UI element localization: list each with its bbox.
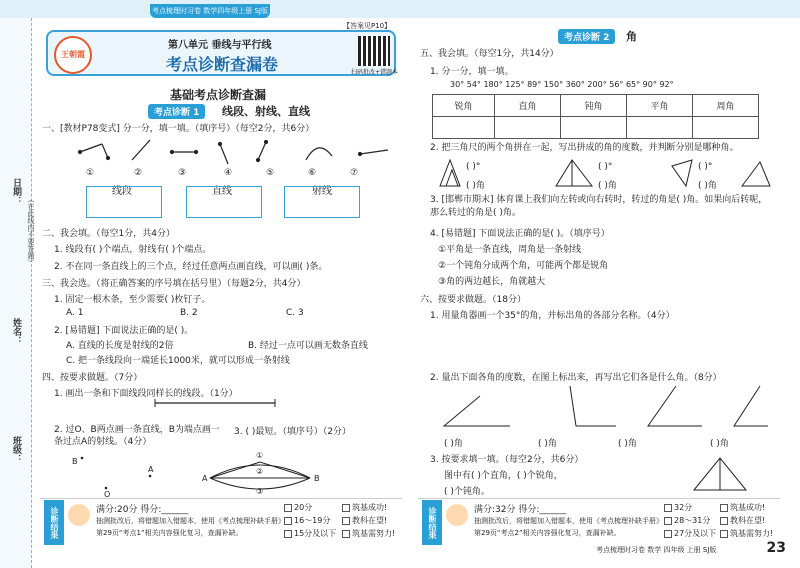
table-cell-obtuse[interactable] [561,117,627,139]
angle-list: 30° 54° 180° 125° 89° 150° 360° 200° 56° 65° 90° 92° [450,80,674,89]
page-number: 23 [766,540,786,556]
fig-d-type: ( )角 [710,439,729,449]
box-label-line: 直线 [212,186,232,197]
fig-1: ① [86,168,95,178]
left-desc-1: 抽测批改后，将错题加入错题本，使用《考点梳理补缺手册》 [96,517,285,525]
logo: 王朝霞 [54,36,92,74]
fig-c-type: ( )角 [618,439,637,449]
left-desc-2: 第29页“考点1”相关内容强化复习，查漏补缺。 [96,529,243,537]
fig-b-type: ( )角 [538,439,557,449]
q4-3: 3. ( )最短。（填序号）（2分） [234,427,352,437]
q3-1-opt-a: A. 1 [66,308,84,318]
q5-3: 3. [邯郸市期末] 体育课上我们向左转或向右转时，转过的角是( )角。如果向后转呢，那么转过的角是( )角。 [430,195,768,218]
section-1-title: 线段、射线、直线 [222,105,310,118]
q5-1: 1. 分一分，填一填。 [430,67,514,77]
fig-4: ④ [224,168,233,178]
table-cell-right[interactable] [495,117,561,139]
svg-text:B: B [314,474,320,483]
tri2-deg: ( )° [598,162,613,172]
q4-title: 四、按要求做题。（7分） [42,373,143,383]
right-footer-tag: 诊断结果 [422,500,442,545]
fig-5: ⑤ [266,168,275,178]
box-label-ray: 射线 [312,186,332,197]
top-strip [0,0,800,18]
right-status-1[interactable]: 筑基成功! [720,502,765,513]
top-band: 考点梳理时习卷 数学四年级上册 SJ版 [150,4,270,18]
svg-text:O: O [104,490,111,498]
q2-1: 1. 线段有( )个端点，射线有( )个端点。 [54,245,212,255]
table-cell-straight[interactable] [627,117,693,139]
right-status-3[interactable]: 筑基需努力! [720,528,773,539]
answer-box-segment[interactable] [86,186,162,218]
page-header [46,30,399,76]
q3-1-opt-b: B. 2 [180,308,198,318]
table-head-right: 直角 [495,95,561,117]
left-range-1[interactable]: 20分 [284,502,312,513]
tri3-type: ( )角 [698,181,717,191]
answer-box-ray[interactable] [284,186,360,218]
right-score: 满分:32分 得分:______ [474,505,567,515]
given-segment [150,398,280,408]
q6-3a: 图中有( )个直角，( )个锐角， [444,471,563,481]
q3-2: 2. [易错题] 下面说法正确的是( )。 [54,326,194,336]
answer-box-line[interactable] [186,186,262,218]
q5-4-1: ①平角是一条直线，周角是一条射线 [438,245,582,255]
right-desc-1: 抽测批改后，将错题加入错题本，使用《考点梳理补缺手册》 [474,517,663,525]
q5-4: 4. [易错题] 下面说法正确的是( )。（填序号） [430,229,610,239]
section-1-tag: 考点诊断 1 [148,104,205,119]
q4-1: 1. 画出一条和下面线段同样长的线段。（1分） [54,389,238,399]
fig-6: ⑥ [308,168,317,178]
binding-margin [0,18,32,568]
left-score: 满分:20分 得分:______ [96,505,189,515]
q5-2: 2. 把三角尺的两个角拼在一起，写出拼成的角的度数，并判断分别是哪种角。 [430,143,739,153]
table-cell-full[interactable] [693,117,759,139]
right-status-2[interactable]: 教科在望! [720,515,765,526]
line-figures [70,134,390,172]
q5-title: 五、我会填。（每空1分，共14分） [420,49,559,59]
q2-2: 2. 不在同一条直线上的三个点，经过任意两点画直线，可以画( )条。 [54,262,328,272]
q6-2: 2. 量出下面各角的度数，在图上标出来，再写出它们各是什么角。（8分） [430,373,722,383]
class-label: 班级： [11,436,21,463]
unit-title: 第八单元 垂线与平行线 [168,40,272,51]
q6-3: 3. 按要求填一填。（每空2分，共6分） [430,455,584,465]
svg-text:B: B [72,457,78,466]
angle-figures [440,382,770,432]
fig-2: ② [134,168,143,178]
svg-text:②: ② [256,467,264,476]
left-footer-tag: 诊断结果 [44,500,64,545]
date-label: 日期： [11,178,21,205]
section-2-tag: 考点诊断 2 [558,29,615,44]
right-range-2[interactable]: 28～31分 [664,515,710,526]
q3-1-opt-c: C. 3 [286,308,304,318]
box-label-segment: 线段 [112,186,132,197]
right-desc-2: 第29页“考点2”相关内容强化复习，查漏补缺。 [474,529,621,537]
q6-3b: ( )个钝角。 [444,487,490,497]
left-status-1[interactable]: 筑基成功! [342,502,387,513]
q4-figures [70,450,390,498]
q5-4-2: ②一个钝角分成两个角，可能两个都是锐角 [438,261,609,271]
student-icon [68,504,90,526]
svg-text:①: ① [256,451,264,460]
right-range-3[interactable]: 27分及以下 [664,528,716,539]
student-icon-right [446,504,468,526]
q5-4-3: ③角的两边越长，角就越大 [438,277,546,287]
q3-2-c: C. 把一条线段向一端延长1000米，就可以形成一条射线 [66,356,290,366]
tri1-deg: ( )° [466,162,481,172]
tri2-type: ( )角 [598,181,617,191]
answer-ref: 【答案见P10】 [343,22,392,30]
q2-title: 二、我会填。（每空1分，共4分） [42,229,175,239]
table-head-full: 周角 [693,95,759,117]
q3-1: 1. 固定一根木条，至少需要( )枚钉子。 [54,295,211,305]
fig-3: ③ [178,168,187,178]
section-2-title: 角 [626,30,637,43]
left-status-2[interactable]: 教科在望! [342,515,387,526]
q3-title: 三、我会选。（将正确答案的序号填在括号里）（每题2分，共4分） [42,279,306,289]
tri3-deg: ( )° [698,162,713,172]
triangle-figure [690,454,750,494]
q4-2: 2. 过O、B两点画一条直线，B为端点画一条过点A的射线。（4分） [54,425,220,447]
q6-1: 1. 用量角器画一个35°的角，并标出角的各部分名称。（4分） [430,311,675,321]
q3-2-a: A. 直线的长度是射线的2倍 [66,341,174,351]
svg-text:A: A [148,465,154,474]
left-range-2[interactable]: 16～19分 [284,515,330,526]
left-range-3[interactable]: 15分及以下 [284,528,336,539]
table-head-obtuse: 钝角 [561,95,627,117]
name-label: 姓名： [11,318,21,345]
table-head-straight: 平角 [627,95,693,117]
q3-2-b: B. 经过一点可以画无数条直线 [248,341,368,351]
angle-table [432,94,759,139]
left-status-3[interactable]: 筑基需努力! [342,528,395,539]
qr-label: 扫码批改+错题本 [351,69,399,76]
table-cell-acute[interactable] [433,117,495,139]
svg-text:③: ③ [256,487,264,496]
fig-7: ⑦ [350,168,359,178]
page-title: 考点诊断查漏卷 [166,55,279,74]
table-head-acute: 锐角 [433,95,495,117]
tri1-type: ( )角 [466,181,485,191]
q1-title: 一、[教材P78变式] 分一分，填一填。（填序号）（每空2分，共6分） [42,124,315,134]
right-range-1[interactable]: 32分 [664,502,692,513]
bottom-caption: 考点梳理时习卷 数学 四年级 上册 SJ版 [596,546,717,554]
binding-note: （在此线内不要答题） [27,196,35,266]
qr-code [358,36,390,66]
q6-title: 六、按要求做题。（18分） [420,295,526,305]
fig-a-type: ( )角 [444,439,463,449]
svg-text:A: A [202,474,208,483]
main-section-title: 基础考点诊断查漏 [170,88,267,102]
